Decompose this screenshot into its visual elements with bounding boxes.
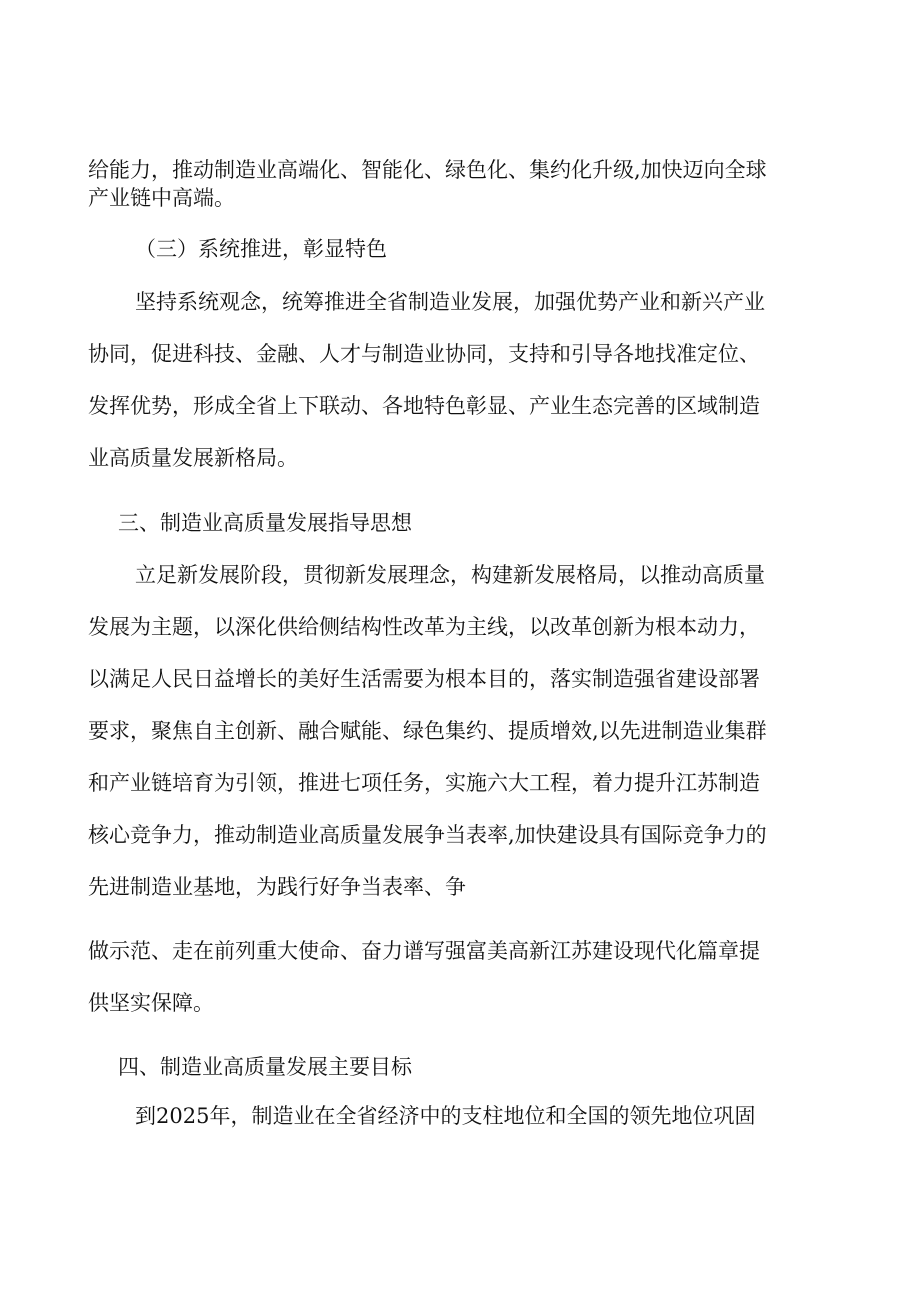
paragraph-line: 供坚实保障。 <box>88 991 214 1015</box>
paragraph-line: 和产业链培育为引领，推进七项任务，实施六大工程，着力提升江苏制造 <box>88 771 760 795</box>
section-heading: 四、制造业高质量发展主要目标 <box>118 1055 412 1079</box>
paragraph-line: 到2025年，制造业在全省经济中的支柱地位和全国的领先地位巩固 <box>135 1104 756 1128</box>
paragraph-line: 产业链中高端。 <box>88 186 235 210</box>
paragraph-line: 发展为主题，以深化供给侧结构性改革为主线，以改革创新为根本动力， <box>88 615 760 639</box>
paragraph-line: 以满足人民日益增长的美好生活需要为根本目的，落实制造强省建设部署 <box>88 667 760 691</box>
paragraph-line: 先进制造业基地，为践行好争当表率、争 <box>88 875 466 899</box>
paragraph-line: 坚持系统观念，统筹推进全省制造业发展，加强优势产业和新兴产业 <box>135 290 765 314</box>
paragraph-line: 要求，聚焦自主创新、融合赋能、绿色集约、提质增效,以先进制造业集群 <box>88 719 767 743</box>
paragraph-line: 做示范、走在前列重大使命、奋力谱写强富美高新江苏建设现代化篇章提 <box>88 939 760 963</box>
paragraph-line: 给能力，推动制造业高端化、智能化、绿色化、集约化升级,加快迈向全球 <box>88 158 767 182</box>
paragraph-line: 立足新发展阶段，贯彻新发展理念，构建新发展格局，以推动高质量 <box>135 563 765 587</box>
section-heading: 三、制造业高质量发展指导思想 <box>118 511 412 535</box>
paragraph-line: 协同，促进科技、金融、人才与制造业协同，支持和引导各地找准定位、 <box>88 342 760 366</box>
paragraph-line: 发挥优势，形成全省上下联动、各地特色彰显、产业生态完善的区域制造 <box>88 394 760 418</box>
paragraph-line: 业高质量发展新格局。 <box>88 446 298 470</box>
paragraph-line: 核心竞争力，推动制造业高质量发展争当表率,加快建设具有国际竞争力的 <box>88 823 767 847</box>
section-subheading: （三）系统推进，彰显特色 <box>135 237 387 261</box>
